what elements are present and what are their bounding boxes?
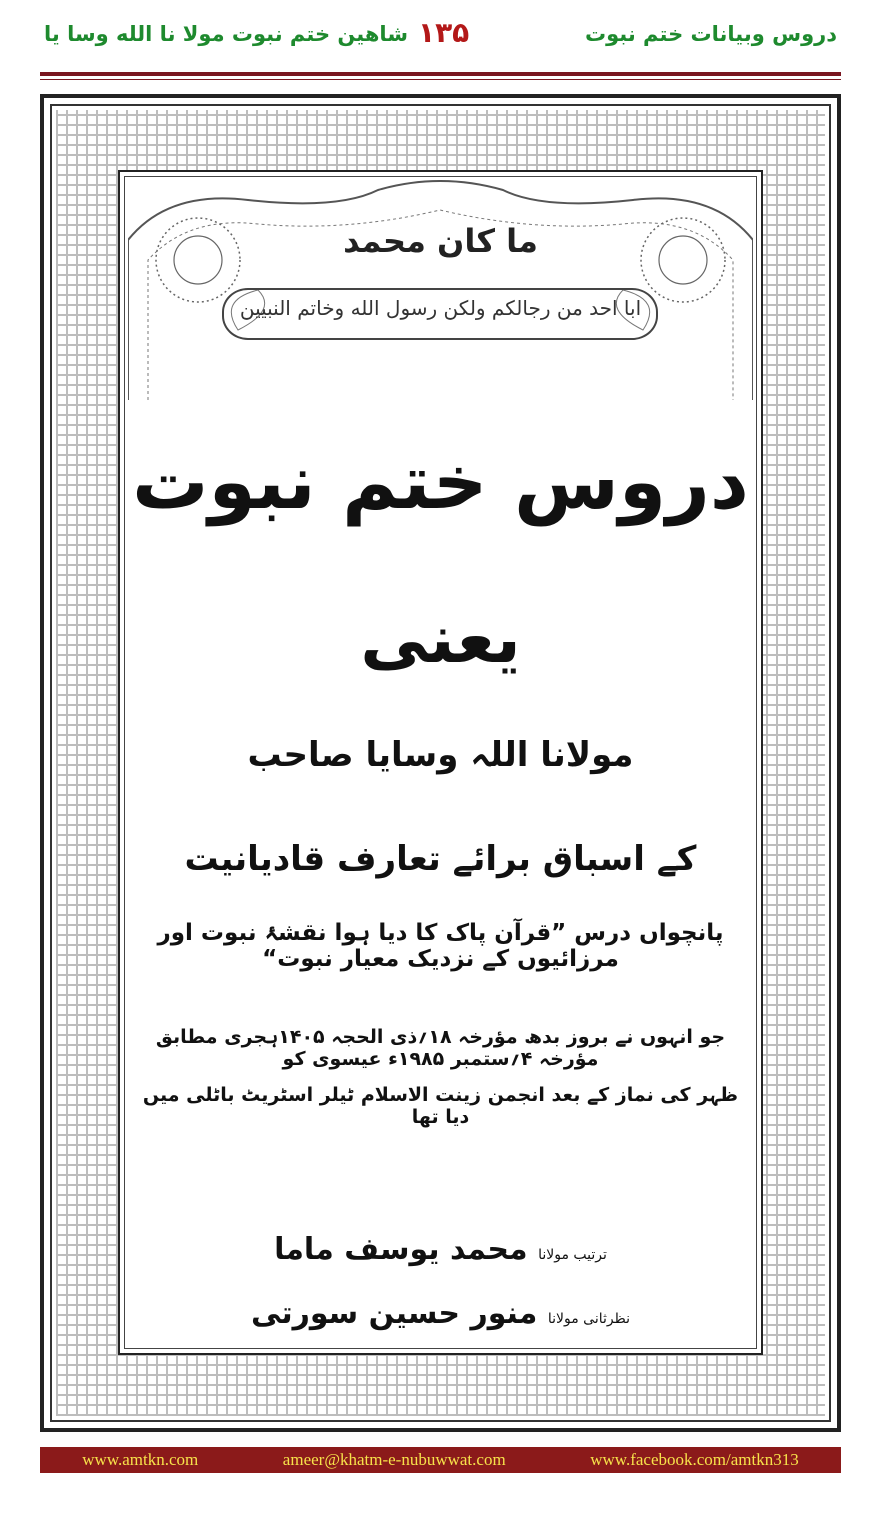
- compiler-name: محمد یوسف ماما: [274, 1232, 528, 1267]
- page-number: ۱۳۵: [418, 16, 470, 49]
- footer-facebook-link[interactable]: www.facebook.com/amtkn313: [590, 1450, 799, 1469]
- header-divider-thin: [40, 79, 841, 80]
- reviewer-prefix: نظرثانی مولانا: [547, 1311, 630, 1327]
- header-book-title: دروس وبیانات ختم نبوت: [585, 22, 837, 46]
- book-title: دروس ختم نبوت: [132, 437, 749, 526]
- header-divider: [40, 72, 841, 76]
- compiler-line: [130, 1232, 751, 1267]
- fifth-lesson-title: پانچواں درس ”قرآن پاک کا دیا ہوا نقشۂ نبوت اور مرزائیوں کے نزدیک معیار نبوت“: [157, 920, 724, 972]
- footer-website-link[interactable]: www.amtkn.com: [82, 1450, 199, 1469]
- page-header: [0, 0, 881, 78]
- reviewer-line: [130, 1296, 751, 1331]
- header-series-title: شاهین ختم نبوت مولا نا الله وسا یا: [44, 22, 408, 46]
- reviewer-name: منور حسین سورتی: [250, 1296, 538, 1331]
- date-line-1: جو انہوں نے بروز بدھ مؤرخہ ۱۸؍ذی الحجہ ۱۴۰۵ہجری مطابق مؤرخہ ۴؍ستمبر ۱۹۸۵ء عیسوی کو: [155, 1026, 726, 1070]
- author-name: مولانا اللہ وسایا صاحب: [247, 735, 634, 775]
- footer-bar: [40, 1447, 841, 1473]
- ayah-text: ابا احد من رجالکم ولکن رسول الله وخاتم النبیین: [239, 296, 642, 320]
- date-line-2: ظہر کی نماز کے بعد انجمن زینت الاسلام ٹیلر اسٹریٹ باٹلی میں دیا تھا: [142, 1084, 739, 1128]
- lessons-description: کے اسباق برائے تعارف قادیانیت: [184, 839, 697, 879]
- compiler-prefix: ترتیب مولانا: [538, 1247, 607, 1263]
- footer-email-link[interactable]: ameer@khatm-e-nubuwwat.com: [282, 1450, 506, 1469]
- muhammad-calligraphy: ما کان محمد: [343, 222, 538, 260]
- subtitle-yani: یعنی: [360, 600, 521, 679]
